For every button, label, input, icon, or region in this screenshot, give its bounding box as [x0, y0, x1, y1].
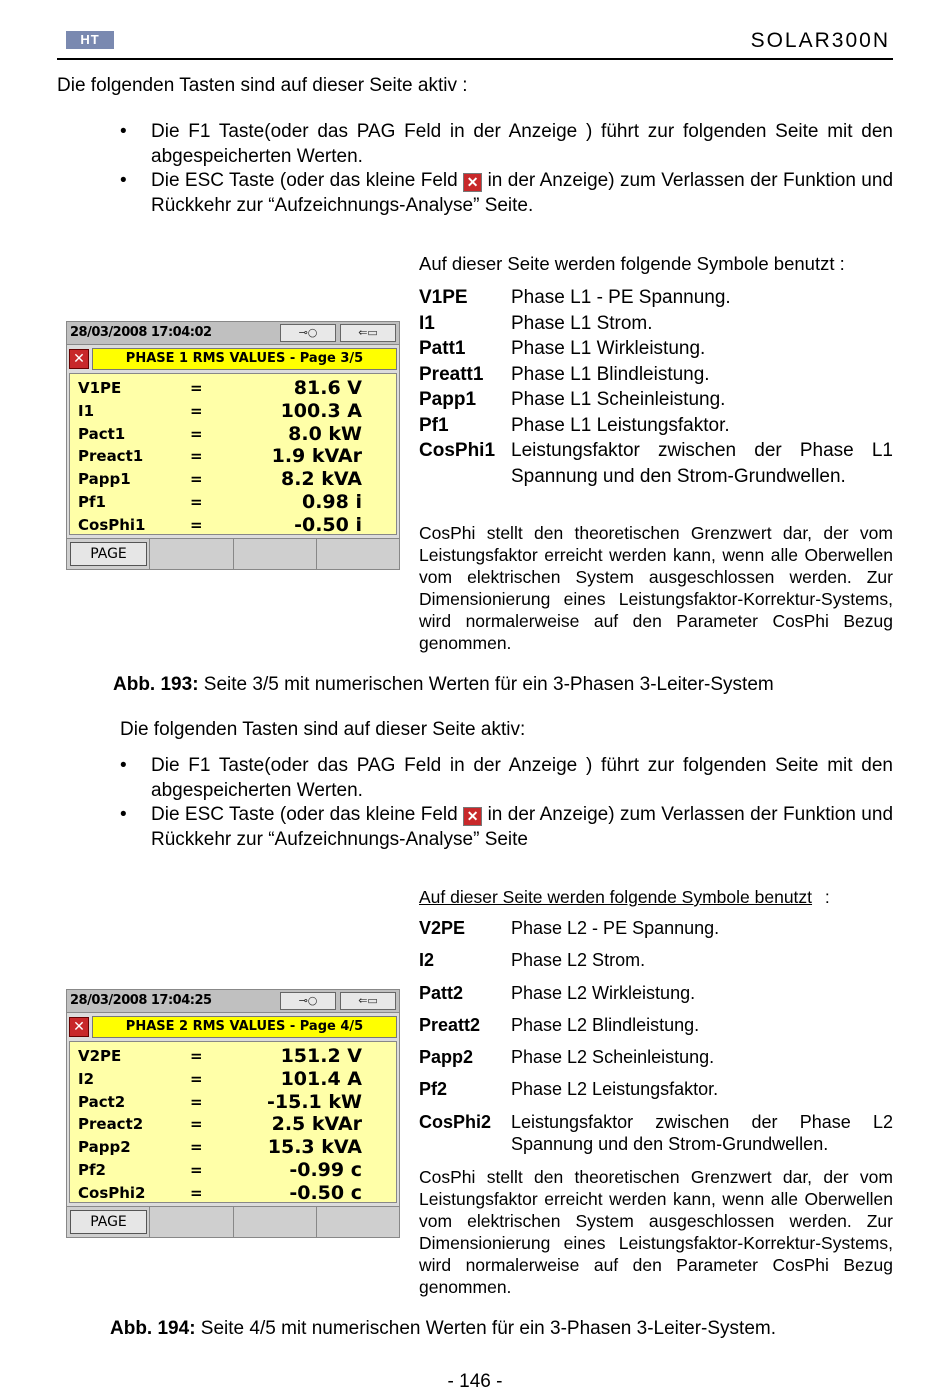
- screen-value: -15.1 kW: [267, 1090, 362, 1113]
- screen-value-label: Preact1: [78, 447, 144, 466]
- symbol-row: [419, 949, 893, 981]
- screen-value-label: Preact2: [78, 1115, 144, 1134]
- screen-value-label: V1PE: [78, 379, 122, 397]
- screen-value-equals: =: [190, 447, 203, 466]
- screen-function-keys: [67, 1206, 399, 1237]
- close-icon: ✕: [463, 173, 482, 192]
- screen-value: 151.2 V: [280, 1045, 362, 1067]
- section2-bullets: [57, 754, 893, 852]
- page-key[interactable]: [67, 539, 150, 569]
- f2-key[interactable]: [150, 539, 233, 569]
- f4-key[interactable]: [317, 539, 399, 569]
- screen-value: 8.2 kVA: [280, 468, 362, 491]
- figure-193-label: Abb. 193:: [113, 674, 199, 695]
- symbol-description: Phase L1 Blindleistung.: [511, 363, 710, 385]
- screen-value: -0.50 i: [294, 513, 362, 536]
- screen-value-label: CosPhi1: [78, 515, 146, 534]
- symbol-key: Patt2: [419, 982, 464, 1003]
- screen-value-equals: =: [190, 424, 203, 443]
- section1-bullet-esc-pre: Die ESC Taste (oder das kleine Feld: [151, 170, 458, 191]
- screen-status-bar: [67, 990, 399, 1013]
- screen-function-keys: [67, 538, 399, 569]
- screen-value-row: [70, 445, 396, 468]
- screen-value-equals: =: [190, 1047, 203, 1065]
- screen-value-equals: =: [190, 401, 203, 420]
- screen-value: 8.0 kW: [288, 422, 362, 445]
- symbol-description: Leistungsfaktor zwischen der Phase L2 Spannung und den Strom-Grundwellen.: [511, 1111, 893, 1155]
- screen-datetime: 28/03/2008 17:04:25: [70, 993, 212, 1008]
- section2-bullet-esc: [57, 803, 893, 852]
- screen-value-equals: =: [190, 1138, 203, 1157]
- screen-value-label: Pf2: [78, 1161, 106, 1179]
- symbol-key: I2: [419, 950, 435, 971]
- page-key[interactable]: [67, 1207, 150, 1237]
- screen-value-label: I1: [78, 401, 95, 420]
- f3-key[interactable]: [234, 1207, 317, 1237]
- screen-title: PHASE 2 RMS VALUES - Page 4/5: [92, 1016, 397, 1038]
- probe-icon: ⊸○: [280, 992, 336, 1010]
- section2-intro: Die folgenden Tasten sind auf dieser Seite aktiv:: [120, 719, 526, 740]
- probe-icon: ⊸○: [280, 324, 336, 342]
- section1-cosphi-note: CosPhi stellt den theoretischen Grenzwert dar, der vom Leistungsfaktor erreicht werden kann, wenn alle Oberwellen vom elektrischen System ausgeschlossen werden. Zur Dimensionierung eines Leistungsfaktor-Korrektur-Systems, wird normalerweise auf den Parameter CosPhi Bezug genommen.: [419, 523, 893, 653]
- section2-bullet-f1: • Die F1 Taste(oder das PAG Feld in der Anzeige ) führt zur folgenden Seite mit den abgespeicherten Werten.: [57, 754, 893, 803]
- product-name: SOLAR300N: [750, 29, 890, 52]
- section1-bullets: [57, 120, 893, 218]
- screen-value-label: Pf1: [78, 493, 106, 511]
- symbol-key: Patt1: [419, 338, 466, 359]
- screen-value-equals: =: [190, 1092, 203, 1111]
- symbol-description: Phase L2 - PE Spannung.: [511, 918, 720, 938]
- symbol-row: [419, 285, 893, 311]
- screen-value-equals: =: [190, 1161, 203, 1179]
- screen-value-row: [70, 423, 396, 446]
- figure-193-text: Seite 3/5 mit numerischen Werten für ein 3-Phasen 3-Leiter-System: [198, 674, 774, 695]
- section2-symbols-intro: [419, 885, 830, 909]
- symbol-key: V1PE: [419, 287, 468, 308]
- screen-value-equals: =: [190, 1115, 203, 1134]
- battery-icon: ⇐▭: [340, 992, 396, 1010]
- screen-value-row: [70, 1045, 396, 1068]
- screen-close-icon[interactable]: ✕: [69, 1017, 89, 1037]
- symbol-key: I1: [419, 312, 435, 334]
- f3-key[interactable]: [234, 539, 317, 569]
- section1-bullet-f1: • Die F1 Taste(oder das PAG Feld in der Anzeige ) führt zur folgenden Seite mit den abgespeicherten Werten.: [57, 120, 893, 169]
- page-key-label: PAGE: [70, 1210, 147, 1234]
- symbol-row: [419, 413, 893, 439]
- screen-value: -0.99 c: [289, 1159, 362, 1181]
- screen-value: 101.4 A: [280, 1067, 362, 1090]
- symbol-key: Papp1: [419, 389, 477, 410]
- symbol-description: Phase L2 Scheinleistung.: [511, 1047, 715, 1068]
- screen-value-equals: =: [190, 470, 203, 489]
- symbol-row: [419, 917, 893, 949]
- symbol-description: Phase L1 Leistungsfaktor.: [511, 414, 730, 436]
- screen-status-bar: [67, 322, 399, 345]
- section1-intro: Die folgenden Tasten sind auf dieser Seite aktiv :: [57, 75, 468, 96]
- screen-value: 0.98 i: [301, 491, 362, 513]
- symbol-key: Pf1: [419, 414, 449, 436]
- f2-key[interactable]: [150, 1207, 233, 1237]
- screen-value: -0.50 c: [289, 1181, 362, 1204]
- figure-194-text: Seite 4/5 mit numerischen Werten für ein 3-Phasen 3-Leiter-System.: [195, 1318, 776, 1339]
- section1-bullet-esc: [57, 169, 893, 218]
- screen-value-label: V2PE: [78, 1047, 122, 1065]
- symbol-row: [419, 1046, 893, 1078]
- page-key-label: PAGE: [70, 542, 147, 566]
- screen-value-row: [70, 1182, 396, 1205]
- section2-symbols-intro-colon: :: [824, 887, 830, 907]
- symbol-description: Phase L2 Wirkleistung.: [511, 982, 696, 1003]
- close-icon: ✕: [463, 807, 482, 826]
- symbol-key: CosPhi1: [419, 440, 496, 461]
- section2-bullet-esc-post: in der Anzeige) zum Verlassen der Funktion und Rückkehr zur “Aufzeichnungs-Analyse” Seite: [151, 804, 894, 850]
- section1-symbols-intro: Auf dieser Seite werden folgende Symbole benutzt :: [419, 253, 845, 274]
- screen-value: 81.6 V: [293, 377, 362, 399]
- symbol-key: Pf2: [419, 1079, 448, 1100]
- screen-value-row: [70, 1159, 396, 1182]
- screen-phase2: [66, 989, 400, 1238]
- screen-value-label: I2: [78, 1069, 95, 1088]
- symbol-row: [419, 438, 893, 489]
- symbol-key: Preatt2: [419, 1014, 481, 1035]
- page-number: - 146 -: [447, 1371, 503, 1392]
- section2-bullet-esc-pre: Die ESC Taste (oder das kleine Feld: [151, 804, 458, 825]
- symbol-row: [419, 336, 893, 362]
- screen-value-row: [70, 377, 396, 400]
- figure-193-caption: [113, 674, 774, 696]
- symbol-row: [419, 1111, 893, 1156]
- symbol-description: Phase L1 Strom.: [511, 312, 653, 334]
- screen-value-equals: =: [190, 515, 203, 534]
- section2-symbols-table: [419, 917, 893, 1156]
- symbol-row: [419, 1078, 893, 1110]
- screen-value: 15.3 kVA: [267, 1136, 362, 1159]
- screen-value-row: [70, 491, 396, 514]
- symbol-key: V2PE: [419, 918, 466, 938]
- screen-phase1: [66, 321, 400, 570]
- section2-symbols-intro-text: Auf dieser Seite werden folgende Symbole benutzt: [419, 887, 813, 907]
- screen-value-equals: =: [190, 1183, 203, 1202]
- f4-key[interactable]: [317, 1207, 399, 1237]
- screen-value: 100.3 A: [280, 399, 362, 422]
- screen-value: 2.5 kVAr: [271, 1113, 362, 1136]
- screen-value-row: [70, 514, 396, 537]
- screen-value-row: [70, 400, 396, 423]
- screen-value-row: [70, 1113, 396, 1136]
- screen-datetime: 28/03/2008 17:04:02: [70, 325, 212, 340]
- symbol-description: Phase L1 Wirkleistung.: [511, 338, 706, 359]
- screen-value-row: [70, 1136, 396, 1159]
- symbol-description: Phase L1 Scheinleistung.: [511, 389, 726, 410]
- screen-value: 1.9 kVAr: [271, 445, 362, 468]
- header-divider: [57, 58, 893, 60]
- symbol-row: [419, 387, 893, 413]
- screen-close-icon[interactable]: ✕: [69, 349, 89, 369]
- screen-value-row: [70, 1068, 396, 1091]
- symbol-row: [419, 982, 893, 1014]
- figure-194-caption: [110, 1318, 776, 1340]
- symbol-key: Preatt1: [419, 363, 484, 385]
- ht-logo: HT: [66, 31, 114, 49]
- screen-value-equals: =: [190, 493, 203, 511]
- symbol-key: CosPhi2: [419, 1111, 492, 1132]
- screen-value-equals: =: [190, 1069, 203, 1088]
- symbol-description: Phase L2 Blindleistung.: [511, 1014, 700, 1035]
- screen-value-row: [70, 468, 396, 491]
- screen-value-label: Pact2: [78, 1092, 126, 1111]
- symbol-description: Phase L2 Strom.: [511, 950, 646, 971]
- section1-symbols-table: [419, 285, 893, 489]
- section1-bullet-esc-post: in der Anzeige) zum Verlassen der Funktion und Rückkehr zur “Aufzeichnungs-Analyse” Seite.: [151, 170, 894, 216]
- screen-value-equals: =: [190, 379, 203, 397]
- symbol-row: [419, 362, 893, 388]
- section2-cosphi-note: CosPhi stellt den theoretischen Grenzwert dar, der vom Leistungsfaktor erreicht werden kann, wenn alle Oberwellen vom elektrischen System ausgeschlossen werden. Zur Dimensionierung eines Leistungsfaktor-Korrektur-Systems, wird normalerweise auf den Parameter CosPhi Bezug genommen.: [419, 1167, 893, 1297]
- symbol-key: Papp2: [419, 1047, 474, 1068]
- screen-value-label: Papp1: [78, 470, 131, 489]
- figure-194-label: Abb. 194:: [110, 1318, 196, 1339]
- symbol-description: Leistungsfaktor zwischen der Phase L1 Spannung und den Strom-Grundwellen.: [511, 440, 893, 487]
- screen-values: [69, 1041, 397, 1203]
- screen-title: PHASE 1 RMS VALUES - Page 3/5: [92, 348, 397, 370]
- screen-values: [69, 373, 397, 535]
- screen-value-row: [70, 1091, 396, 1114]
- battery-icon: ⇐▭: [340, 324, 396, 342]
- screen-value-label: CosPhi2: [78, 1183, 146, 1202]
- screen-value-label: Pact1: [78, 424, 126, 443]
- symbol-row: [419, 1014, 893, 1046]
- symbol-row: [419, 311, 893, 337]
- symbol-description: Phase L1 - PE Spannung.: [511, 287, 731, 308]
- screen-value-label: Papp2: [78, 1138, 131, 1157]
- symbol-description: Phase L2 Leistungsfaktor.: [511, 1079, 719, 1100]
